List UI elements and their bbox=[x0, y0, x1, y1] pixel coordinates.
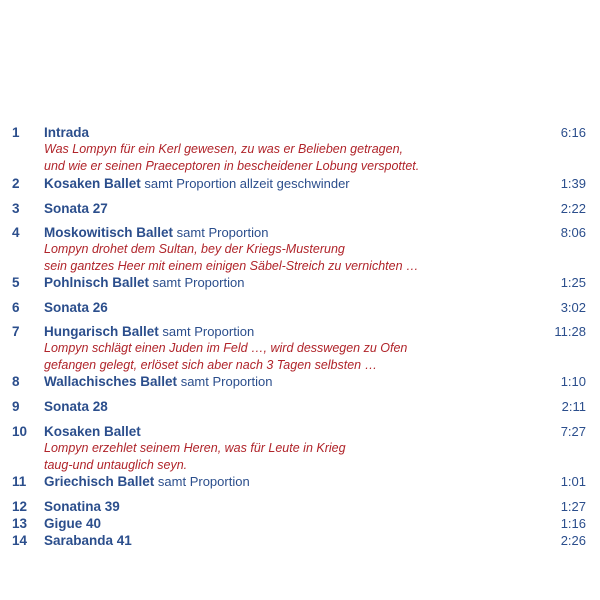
track-title: Kosaken Ballet bbox=[44, 424, 141, 439]
track-number: 13 bbox=[12, 516, 28, 531]
track-number: 1 bbox=[12, 125, 20, 140]
track-title-line bbox=[44, 398, 108, 415]
track-title-line bbox=[44, 274, 244, 291]
track-duration: 1:16 bbox=[560, 516, 586, 531]
track-title: Sonata 27 bbox=[44, 201, 108, 216]
track-title-line bbox=[44, 532, 132, 549]
track-title-line bbox=[44, 299, 108, 316]
track-number: 6 bbox=[12, 300, 20, 315]
track-title: Pohlnisch Ballet bbox=[44, 275, 150, 290]
track-title: Wallachisches Ballet bbox=[44, 374, 178, 389]
track-number: 11 bbox=[12, 474, 27, 489]
track-title-line bbox=[44, 423, 141, 440]
track-title-line bbox=[44, 200, 108, 217]
track-duration: 2:11 bbox=[561, 399, 586, 414]
track-duration: 1:27 bbox=[560, 499, 586, 514]
track-title-line bbox=[44, 373, 272, 390]
track-number: 8 bbox=[12, 374, 20, 389]
track-title: Sonata 26 bbox=[44, 300, 108, 315]
track-duration: 6:16 bbox=[560, 125, 586, 140]
track-duration: 2:26 bbox=[560, 533, 586, 548]
track-number: 2 bbox=[12, 176, 20, 191]
track-title-suffix: samt Proportion allzeit geschwinder bbox=[144, 176, 350, 191]
track-number: 5 bbox=[12, 275, 20, 290]
track-number: 3 bbox=[12, 201, 20, 216]
track-title: Hungarisch Ballet bbox=[44, 324, 159, 339]
track-duration: 7:27 bbox=[560, 424, 586, 439]
track-note-line: Lompyn drohet dem Sultan, bey der Kriegs-Musterung bbox=[44, 242, 345, 256]
track-duration: 11:28 bbox=[554, 324, 586, 339]
track-title: Sarabanda 41 bbox=[44, 533, 132, 548]
track-note-line: Lompyn erzehlet seinem Heren, was für Leute in Krieg bbox=[44, 441, 346, 455]
track-title-line bbox=[44, 515, 101, 532]
track-title: Sonatina 39 bbox=[44, 499, 120, 514]
track-duration: 1:39 bbox=[560, 176, 586, 191]
track-title: Griechisch Ballet bbox=[44, 474, 155, 489]
track-number: 9 bbox=[12, 399, 20, 414]
track-title: Kosaken Ballet bbox=[44, 176, 141, 191]
track-title-line bbox=[44, 224, 268, 241]
track-title: Gigue 40 bbox=[44, 516, 102, 531]
track-note-line: und wie er seinen Praeceptoren in bescheidener Lobung verspottet. bbox=[44, 159, 420, 173]
track-number: 12 bbox=[12, 499, 28, 514]
track-number: 4 bbox=[12, 225, 20, 240]
track-title: Moskowitisch Ballet bbox=[44, 225, 174, 240]
track-note-line: gefangen gelegt, erlöset sich aber nach 3 Tagen selbsten … bbox=[44, 358, 378, 372]
track-duration: 1:10 bbox=[560, 374, 586, 389]
track-title-suffix: samt Proportion bbox=[152, 275, 245, 290]
track-title-suffix: samt Proportion bbox=[180, 374, 273, 389]
track-note-line: taug-und untauglich seyn. bbox=[44, 458, 188, 472]
track-title-suffix: samt Proportion bbox=[176, 225, 269, 240]
track-number: 7 bbox=[12, 324, 20, 339]
track-duration: 2:22 bbox=[560, 201, 586, 216]
track-note-line: sein gantzes Heer mit einem einigen Säbel-Streich zu vernichten … bbox=[44, 259, 419, 273]
track-title-line bbox=[44, 175, 350, 192]
track-note-line: Lompyn schlägt einen Juden im Feld …, wird desswegen zu Ofen bbox=[44, 341, 408, 355]
track-title-suffix: samt Proportion bbox=[162, 324, 255, 339]
track-number: 14 bbox=[12, 533, 28, 548]
track-number: 10 bbox=[12, 424, 28, 439]
track-duration: 1:25 bbox=[560, 275, 586, 290]
track-title-line bbox=[44, 124, 89, 141]
track-title-line bbox=[44, 473, 250, 490]
track-duration: 3:02 bbox=[560, 300, 586, 315]
track-title-line bbox=[44, 498, 120, 515]
track-duration: 1:01 bbox=[560, 474, 586, 489]
track-title: Intrada bbox=[44, 125, 90, 140]
track-title-line bbox=[44, 323, 254, 340]
track-title-suffix: samt Proportion bbox=[157, 474, 250, 489]
track-note-line: Was Lompyn für ein Kerl gewesen, zu was er Belieben getragen, bbox=[44, 142, 403, 156]
track-title: Sonata 28 bbox=[44, 399, 108, 414]
track-duration: 8:06 bbox=[560, 225, 586, 240]
